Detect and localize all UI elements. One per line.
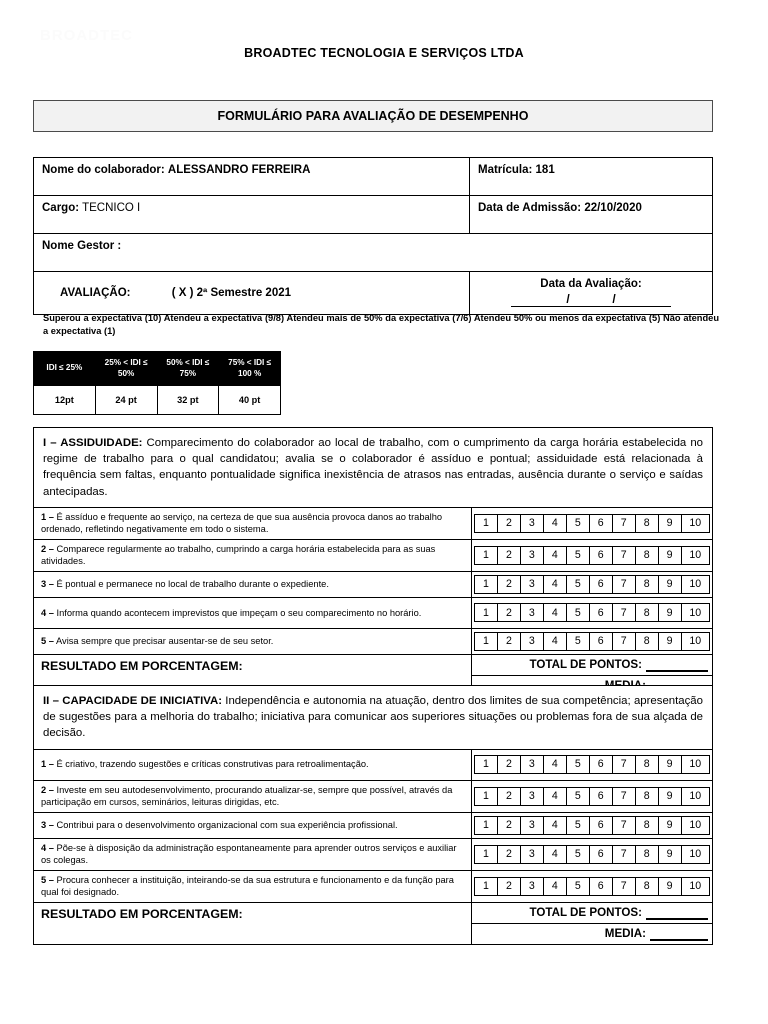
- section-1-item-4-scale[interactable]: [472, 598, 712, 628]
- idi-header-2: 50% < IDI ≤ 75%: [157, 352, 219, 386]
- rating-option-10[interactable]: 10: [689, 549, 702, 562]
- rating-option-4[interactable]: 4: [544, 756, 567, 773]
- rating-option-1[interactable]: 1: [475, 547, 498, 564]
- employee-name-cell: [34, 158, 470, 196]
- section-1-title: I – ASSIDUIDADE:: [43, 437, 143, 449]
- rating-option-7[interactable]: 7: [613, 576, 636, 593]
- item-number: 2 –: [41, 784, 54, 795]
- evaluation-date-label: Data da Avaliação:: [540, 278, 642, 291]
- rating-option-6[interactable]: 6: [590, 756, 613, 773]
- section-2-totals: [472, 903, 712, 944]
- rating-option-1[interactable]: 1: [475, 756, 498, 773]
- rating-option-4[interactable]: 4: [544, 547, 567, 564]
- employee-name-label: Nome do colaborador:: [42, 164, 165, 176]
- rating-scale: [474, 787, 710, 806]
- idi-value-0: 12pt: [34, 386, 96, 415]
- item-number: 3 –: [41, 579, 54, 590]
- rating-option-8[interactable]: 8: [636, 878, 659, 895]
- rating-option-9[interactable]: 9: [659, 756, 682, 773]
- rating-option-2[interactable]: 2: [498, 633, 521, 650]
- rating-option-7[interactable]: 7: [613, 846, 636, 863]
- rating-option-2[interactable]: 2: [498, 878, 521, 895]
- list-item: [34, 838, 712, 870]
- rating-option-1[interactable]: 1: [475, 633, 498, 650]
- table-row: [34, 158, 713, 196]
- rating-option-9[interactable]: 9: [659, 878, 682, 895]
- rating-option-6[interactable]: 6: [590, 515, 613, 532]
- table-row: [34, 386, 281, 415]
- rating-option-10[interactable]: 10: [689, 606, 702, 619]
- section-2-title: II – CAPACIDADE DE INICIATIVA:: [43, 695, 222, 707]
- rating-option-7[interactable]: 7: [613, 788, 636, 805]
- section-2-item-1-scale[interactable]: [472, 750, 712, 780]
- rating-option-5[interactable]: 5: [567, 846, 590, 863]
- manager-cell: [34, 234, 713, 272]
- section-1-item-2-scale[interactable]: [472, 540, 712, 571]
- rating-option-7[interactable]: 7: [613, 515, 636, 532]
- rating-option-8[interactable]: 8: [636, 846, 659, 863]
- rating-option-10[interactable]: 10: [689, 818, 702, 831]
- list-item: [34, 507, 712, 539]
- rating-option-9[interactable]: 9: [659, 846, 682, 863]
- item-number: 4 –: [41, 607, 54, 618]
- list-item: [34, 597, 712, 628]
- item-number: 1 –: [41, 759, 54, 770]
- section-2-item-2-scale[interactable]: [472, 781, 712, 812]
- list-item: [34, 780, 712, 812]
- rating-scale: [474, 546, 710, 565]
- rating-option-1[interactable]: 1: [475, 817, 498, 834]
- admission-label: Data de Admissão:: [478, 202, 582, 214]
- evaluation-section-assiduidade: [33, 427, 713, 697]
- rating-option-5[interactable]: 5: [567, 547, 590, 564]
- section-2-item-4-scale[interactable]: [472, 839, 712, 870]
- rating-option-2[interactable]: 2: [498, 515, 521, 532]
- section-2-item-2-text: [34, 781, 472, 812]
- rating-option-7[interactable]: 7: [613, 547, 636, 564]
- total-points-label: TOTAL DE PONTOS:: [529, 658, 642, 672]
- rating-scale: [474, 755, 710, 774]
- section-2-item-5-text: [34, 871, 472, 902]
- section-1-result-label: RESULTADO EM PORCENTAGEM:: [34, 655, 472, 696]
- manager-label: Nome Gestor :: [42, 240, 122, 252]
- media-label: MEDIA:: [604, 927, 646, 941]
- registration-cell: [470, 158, 713, 196]
- idi-points-table: [33, 351, 281, 415]
- rating-option-9[interactable]: 9: [659, 547, 682, 564]
- rating-option-5[interactable]: 5: [567, 604, 590, 621]
- rating-option-9[interactable]: 9: [659, 817, 682, 834]
- list-item: [34, 571, 712, 597]
- rating-option-1[interactable]: 1: [475, 788, 498, 805]
- item-number: 2 –: [41, 543, 54, 554]
- total-points-input[interactable]: [646, 658, 708, 672]
- rating-option-4[interactable]: 4: [544, 576, 567, 593]
- section-1-item-2-text: [34, 540, 472, 571]
- date-sep-1: /: [566, 291, 570, 306]
- section-1-item-1-scale[interactable]: [472, 508, 712, 539]
- rating-option-8[interactable]: 8: [636, 604, 659, 621]
- rating-option-5[interactable]: 5: [567, 515, 590, 532]
- table-row: [34, 196, 713, 234]
- section-1-item-3-scale[interactable]: [472, 572, 712, 597]
- section-1-description-block: [34, 428, 712, 507]
- evaluation-label: AVALIAÇÃO:: [60, 286, 131, 299]
- rating-scale: [474, 603, 710, 622]
- rating-option-2[interactable]: 2: [498, 846, 521, 863]
- rating-option-9[interactable]: 9: [659, 576, 682, 593]
- rating-option-6[interactable]: 6: [590, 633, 613, 650]
- item-number: 3 –: [41, 819, 54, 830]
- role-value: TECNICO I: [82, 202, 141, 214]
- rating-option-5[interactable]: 5: [567, 788, 590, 805]
- idi-header-1: 25% < IDI ≤ 50%: [95, 352, 157, 386]
- evaluation-date-blank: [511, 293, 671, 307]
- rating-option-3[interactable]: 3: [521, 788, 544, 805]
- item-label: Contribui para o desenvolvimento organizacional com sua experiência profissional.: [53, 819, 398, 830]
- date-sep-2: /: [612, 291, 616, 306]
- list-item: [34, 628, 712, 654]
- item-number: 4 –: [41, 842, 54, 853]
- rating-scale: [474, 575, 710, 594]
- rating-option-4[interactable]: 4: [544, 604, 567, 621]
- rating-option-1[interactable]: 1: [475, 604, 498, 621]
- rating-option-7[interactable]: 7: [613, 633, 636, 650]
- rating-option-4[interactable]: 4: [544, 878, 567, 895]
- rating-option-8[interactable]: 8: [636, 788, 659, 805]
- rating-option-10[interactable]: 10: [689, 789, 702, 802]
- item-label: Informa quando acontecem imprevistos que impeçam o seu comparecimento no horário.: [53, 607, 422, 618]
- rating-scale: [474, 816, 710, 835]
- section-2-media-line: [472, 924, 712, 944]
- registration-label: Matrícula:: [478, 164, 533, 176]
- item-label: Põe-se à disposição da administração espontaneamente para aprender outros serviços e auxiliar os colegas.: [41, 842, 457, 866]
- rating-option-8[interactable]: 8: [636, 576, 659, 593]
- rating-option-3[interactable]: 3: [521, 817, 544, 834]
- section-2-description-block: [34, 686, 712, 749]
- rating-option-1[interactable]: 1: [475, 576, 498, 593]
- form-title: FORMULÁRIO PARA AVALIAÇÃO DE DESEMPENHO: [217, 109, 529, 123]
- rating-option-6[interactable]: 6: [590, 576, 613, 593]
- evaluation-period-value: ( X ) 2ª Semestre 2021: [171, 286, 292, 299]
- rating-option-5[interactable]: 5: [567, 756, 590, 773]
- list-item: [34, 870, 712, 902]
- rating-option-10[interactable]: 10: [689, 880, 702, 892]
- media-input[interactable]: [650, 927, 708, 941]
- form-title-box: [33, 100, 713, 132]
- total-points-label: TOTAL DE PONTOS:: [529, 906, 642, 920]
- idi-header-3: 75% < IDI ≤ 100 %: [219, 352, 281, 386]
- item-label: Comparece regularmente ao trabalho, cumprindo a carga horária estabelecida para as suas atividades.: [41, 543, 436, 567]
- rating-option-9[interactable]: 9: [659, 515, 682, 532]
- section-1-item-4-text: [34, 598, 472, 628]
- section-1-item-3-text: [34, 572, 472, 597]
- table-row: [34, 234, 713, 272]
- section-2-items: [34, 749, 712, 944]
- evaluation-period-cell: [34, 272, 470, 315]
- rating-option-6[interactable]: 6: [590, 788, 613, 805]
- section-2-result-label: RESULTADO EM PORCENTAGEM:: [34, 903, 472, 944]
- rating-option-9[interactable]: 9: [659, 788, 682, 805]
- section-2-total-line: [472, 903, 712, 924]
- table-row: [34, 352, 281, 386]
- item-label: É assíduo e frequente ao serviço, na certeza de que sua ausência provoca danos ao trabalho ordenado, refletindo negativamente em todo o sistema.: [41, 511, 443, 535]
- rating-scale: [474, 845, 710, 864]
- rating-option-7[interactable]: 7: [613, 604, 636, 621]
- rating-option-8[interactable]: 8: [636, 515, 659, 532]
- rating-option-5[interactable]: 5: [567, 817, 590, 834]
- section-2-item-3-scale[interactable]: [472, 813, 712, 838]
- rating-option-3[interactable]: 3: [521, 878, 544, 895]
- rating-option-6[interactable]: 6: [590, 547, 613, 564]
- rating-option-2[interactable]: 2: [498, 817, 521, 834]
- rating-option-6[interactable]: 6: [590, 846, 613, 863]
- section-1-item-5-scale[interactable]: [472, 629, 712, 654]
- table-row: [34, 272, 713, 315]
- rating-option-1[interactable]: 1: [475, 515, 498, 532]
- section-2-item-5-scale[interactable]: [472, 871, 712, 902]
- rating-option-7[interactable]: 7: [613, 878, 636, 895]
- rating-option-4[interactable]: 4: [544, 846, 567, 863]
- rating-option-8[interactable]: 8: [636, 817, 659, 834]
- rating-option-4[interactable]: 4: [544, 788, 567, 805]
- evaluation-date-cell: [470, 272, 713, 315]
- section-1-items: [34, 507, 712, 696]
- rating-scale: [474, 877, 710, 896]
- list-item: [34, 749, 712, 780]
- rating-scale: [474, 632, 710, 651]
- rating-option-3[interactable]: 3: [521, 515, 544, 532]
- rating-option-1[interactable]: 1: [475, 878, 498, 895]
- item-label: Avisa sempre que precisar ausentar-se de seu setor.: [53, 636, 274, 647]
- company-watermark-logo: BROADTEC: [40, 27, 133, 44]
- idi-header-0: IDI ≤ 25%: [34, 352, 96, 386]
- rating-option-5[interactable]: 5: [567, 878, 590, 895]
- list-item: [34, 539, 712, 571]
- rating-option-9[interactable]: 9: [659, 604, 682, 621]
- list-item: [34, 812, 712, 838]
- rating-option-9[interactable]: 9: [659, 633, 682, 650]
- item-number: 1 –: [41, 511, 54, 522]
- rating-option-3[interactable]: 3: [521, 604, 544, 621]
- rating-option-3[interactable]: 3: [521, 756, 544, 773]
- rating-option-7[interactable]: 7: [613, 756, 636, 773]
- item-label: Investe em seu autodesenvolvimento, procurando atualizar-se, sempre que possível, através da participação em cursos, seminários, leituras dirigidas, etc.: [41, 784, 453, 808]
- rating-option-1[interactable]: 1: [475, 846, 498, 863]
- role-cell: [34, 196, 470, 234]
- rating-option-10[interactable]: 10: [689, 578, 702, 591]
- rating-option-6[interactable]: 6: [590, 878, 613, 895]
- rating-option-2[interactable]: 2: [498, 756, 521, 773]
- item-label: É criativo, trazendo sugestões e críticas construtivas para retroalimentação.: [53, 759, 369, 770]
- rating-option-3[interactable]: 3: [521, 633, 544, 650]
- item-number: 5 –: [41, 874, 54, 885]
- rating-option-7[interactable]: 7: [613, 817, 636, 834]
- rating-option-3[interactable]: 3: [521, 846, 544, 863]
- company-header: BROADTEC TECNOLOGIA E SERVIÇOS LTDA: [244, 46, 524, 60]
- rating-option-6[interactable]: 6: [590, 817, 613, 834]
- admission-value: 22/10/2020: [584, 202, 642, 214]
- admission-cell: [470, 196, 713, 234]
- section-1-item-5-text: [34, 629, 472, 654]
- rating-option-8[interactable]: 8: [636, 547, 659, 564]
- idi-value-1: 24 pt: [95, 386, 157, 415]
- rating-option-2[interactable]: 2: [498, 788, 521, 805]
- rating-option-8[interactable]: 8: [636, 756, 659, 773]
- identification-table: [33, 157, 713, 315]
- rating-scale: [474, 514, 710, 533]
- rating-option-8[interactable]: 8: [636, 633, 659, 650]
- item-number: 5 –: [41, 636, 54, 647]
- item-label: É pontual e permanece no local de trabalho durante o expediente.: [53, 579, 329, 590]
- evaluation-section-iniciativa: [33, 685, 713, 945]
- rating-option-4[interactable]: 4: [544, 817, 567, 834]
- section-1-description: Comparecimento do colaborador ao local de trabalho, com o cumprimento da carga horária estabelecida no regime de trabalho para o qual candidatou; avalia se o colaborador é assíduo e pontual; assiduidade está relacionada à frequência sem faltas, enquanto pontualidade significa inexistência de atrasos nas entradas, ausência durante o serviço e saídas antecipadas.: [43, 437, 704, 498]
- rating-option-3[interactable]: 3: [521, 576, 544, 593]
- rating-option-6[interactable]: 6: [590, 604, 613, 621]
- registration-value: 181: [535, 164, 555, 176]
- scoring-legend: Superou a expectativa (10) Atendeu a expectativa (9/8) Atendeu mais de 50% da expectativa (7/6) Atendeu 50% ou menos da expectativa (5) Não atendeu a expectativa (1): [43, 313, 719, 337]
- total-points-input[interactable]: [646, 906, 708, 920]
- idi-value-3: 40 pt: [219, 386, 281, 415]
- rating-option-5[interactable]: 5: [567, 576, 590, 593]
- section-2-item-4-text: [34, 839, 472, 870]
- rating-option-10[interactable]: 10: [689, 758, 702, 771]
- section-2-description: Independência e autonomia na atuação, dentro dos limites de sua competência; apresentação de sugestões para a melhoria do trabalho; iniciativa para comunicar aos superiores situações ou problemas fora de sua alçada de decisão.: [43, 695, 703, 740]
- role-label: Cargo:: [42, 202, 80, 214]
- rating-option-3[interactable]: 3: [521, 547, 544, 564]
- section-2-item-1-text: [34, 750, 472, 780]
- rating-option-2[interactable]: 2: [498, 576, 521, 593]
- rating-option-4[interactable]: 4: [544, 515, 567, 532]
- item-label: Procura conhecer a instituição, inteirando-se da sua estrutura e funcionamento e da função para qual foi designado.: [41, 874, 454, 898]
- rating-option-10[interactable]: 10: [689, 635, 702, 648]
- section-1-total-line: [472, 655, 712, 676]
- rating-option-2[interactable]: 2: [498, 604, 521, 621]
- idi-value-2: 32 pt: [157, 386, 219, 415]
- rating-option-10[interactable]: 10: [689, 517, 702, 529]
- employee-name-value: ALESSANDRO FERREIRA: [167, 164, 311, 176]
- rating-option-2[interactable]: 2: [498, 547, 521, 564]
- section-2-result-row: [34, 902, 712, 944]
- rating-option-5[interactable]: 5: [567, 633, 590, 650]
- section-1-item-1-text: [34, 508, 472, 539]
- rating-option-4[interactable]: 4: [544, 633, 567, 650]
- rating-option-10[interactable]: 10: [689, 847, 702, 860]
- section-2-item-3-text: [34, 813, 472, 838]
